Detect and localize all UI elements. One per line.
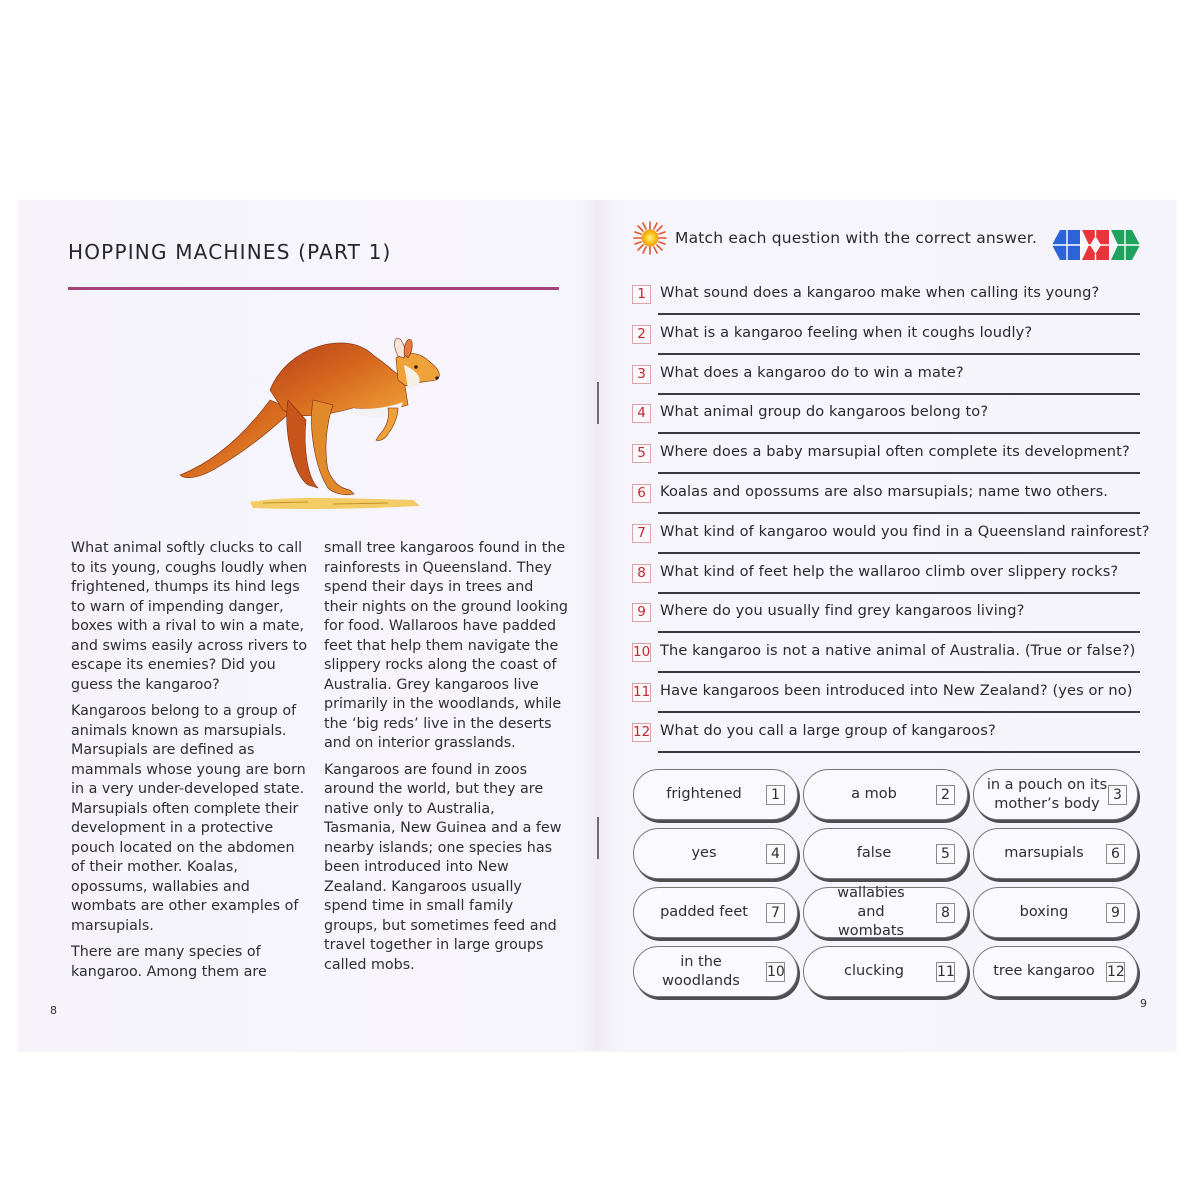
answer-text: padded feet [660, 904, 748, 920]
answer-line[interactable] [658, 432, 1140, 434]
answer-line[interactable] [658, 472, 1140, 474]
question-text: Koalas and opossums are also marsupials; name two others. [660, 482, 1109, 500]
answer-number: 12 [1107, 963, 1125, 980]
answer-line[interactable] [658, 751, 1140, 753]
answer-text: in a pouch on its mother’s body [986, 776, 1108, 812]
answer-option[interactable] [633, 887, 798, 938]
question-text: Where do you usually find grey kangaroos living? [660, 602, 1025, 620]
answer-number: 5 [936, 844, 955, 864]
question-number: 12 [633, 723, 651, 740]
question-row [632, 441, 1140, 481]
answer-option[interactable] [803, 887, 968, 938]
question-text: What kind of kangaroo would you find in a Queensland rainforest? [660, 522, 1150, 540]
question-text: What animal group do kangaroos belong to? [660, 403, 989, 421]
answer-number: 11 [937, 963, 955, 980]
answer-option[interactable] [633, 769, 798, 820]
instruction-bar [633, 218, 1037, 258]
answer-line[interactable] [658, 393, 1140, 395]
answer-line[interactable] [658, 552, 1140, 554]
question-text: What do you call a large group of kangaroos? [660, 721, 996, 739]
question-number: 3 [632, 365, 651, 384]
answer-number: 8 [936, 903, 955, 923]
question-text: What does a kangaroo do to win a mate? [660, 363, 964, 381]
question-row [632, 362, 1140, 402]
answer-line[interactable] [658, 592, 1140, 594]
answer-option[interactable] [803, 946, 968, 997]
gutter-mark [597, 817, 599, 859]
answer-number: 4 [766, 844, 785, 864]
question-number: 1 [632, 285, 651, 304]
question-number: 6 [632, 484, 651, 503]
article-column-2 [324, 539, 569, 982]
kangaroo-illustration [158, 310, 458, 525]
question-number: 4 [632, 404, 651, 423]
answer-number: 2 [936, 785, 955, 805]
answer-option[interactable] [633, 946, 798, 997]
question-text: What is a kangaroo feeling when it coughs loudly? [660, 323, 1033, 341]
gutter-mark [597, 382, 599, 424]
question-row [632, 521, 1150, 561]
answer-grid [633, 769, 1139, 997]
answer-number: 10 [767, 963, 785, 980]
answer-text: tree kangaroo [993, 963, 1095, 979]
answer-line[interactable] [658, 512, 1140, 514]
answer-option[interactable] [973, 769, 1138, 820]
page-number-left: 8 [50, 1004, 57, 1017]
answer-text: frightened [666, 786, 742, 802]
answer-number: 9 [1106, 903, 1125, 923]
answer-line[interactable] [658, 711, 1140, 713]
article-paragraph: Kangaroos are found in zoos around the world, but they are native only to Australia, Tasmania, New Guinea and a few nearby islands; one species has been introduced into New Zealand. Kangaroos usually spend time in small family groups, but sometimes feed and travel together in large groups called mobs. [324, 761, 562, 973]
article-paragraph: There are many species of kangaroo. Among them are [71, 944, 267, 980]
answer-text: a mob [851, 786, 897, 802]
question-list [632, 282, 1150, 760]
answer-text: wallabies and wombats [837, 885, 905, 939]
question-row [632, 322, 1140, 362]
answer-number: 3 [1108, 785, 1127, 805]
answer-number: 1 [766, 785, 785, 805]
article-column-1 [71, 539, 311, 989]
question-row [632, 401, 1140, 441]
question-row [632, 720, 1140, 760]
question-number: 11 [633, 683, 651, 700]
article-paragraph: What animal softly clucks to call to its young, coughs loudly when frightened, thumps its hind legs to warn of impending danger, boxes with a rival to win a mate, and swims easily across rivers to escape its enemies? Did you guess the kangaroo? [71, 540, 308, 693]
question-text: What sound does a kangaroo make when calling its young? [660, 284, 1100, 301]
question-number: 9 [632, 603, 651, 622]
answer-number: 6 [1106, 844, 1125, 864]
question-row [632, 640, 1140, 680]
book-spread [18, 200, 1176, 1050]
page-number-right: 9 [1140, 997, 1147, 1010]
question-text: The kangaroo is not a native animal of Australia. (True or false?) [660, 642, 1136, 660]
answer-text: marsupials [1004, 845, 1084, 861]
question-row [632, 481, 1140, 521]
answer-option[interactable] [973, 828, 1138, 879]
answer-text: clucking [844, 963, 904, 979]
answer-line[interactable] [658, 631, 1140, 633]
question-row [632, 680, 1140, 720]
title-divider [68, 287, 559, 290]
question-text: Where does a baby marsupial often complete its development? [660, 443, 1130, 461]
answer-option[interactable] [803, 769, 968, 820]
article-paragraph: Kangaroos belong to a group of animals known as marsupials. Marsupials are defined as mammals whose young are born in a very under-developed state. Marsupials often complete their development in a protective pouch located on the abdomen of their mother. Koalas, opossums, wallabies and wombats are other examples of marsupials. [71, 703, 306, 934]
answer-line[interactable] [658, 313, 1140, 315]
answer-text: boxing [1019, 904, 1069, 920]
answer-option[interactable] [973, 946, 1138, 997]
instruction-text: Match each question with the correct answer. [675, 229, 1038, 247]
question-row [632, 561, 1140, 601]
answer-line[interactable] [658, 353, 1140, 355]
question-number: 5 [632, 444, 651, 463]
question-number: 10 [633, 644, 651, 661]
page-title: HOPPING MACHINES (PART 1) [68, 240, 392, 265]
answer-option[interactable] [633, 828, 798, 879]
answer-option[interactable] [803, 828, 968, 879]
question-text: Have kangaroos been introduced into New Zealand? (yes or no) [660, 681, 1133, 699]
answer-text: yes [691, 845, 717, 861]
question-number: 7 [632, 524, 651, 543]
question-row [632, 600, 1140, 640]
answer-line[interactable] [658, 671, 1140, 673]
question-number: 8 [632, 564, 651, 583]
article-paragraph: small tree kangaroos found in the rainforests in Queensland. They spend their days in trees and their nights on the ground looking for food. Wallaroos have padded feet that help them navigate the slippery rocks along the coast of Australia. Grey kangaroos live primarily in the woodlands, while the ‘big reds’ live in the deserts and on interior grasslands. [324, 540, 568, 751]
question-number: 2 [632, 325, 651, 344]
sun-icon [633, 221, 667, 255]
answer-number: 7 [766, 903, 785, 923]
puzzle-logo-icon [1052, 230, 1140, 260]
question-row [632, 282, 1140, 322]
answer-option[interactable] [973, 887, 1138, 938]
question-text: What kind of feet help the wallaroo climb over slippery rocks? [660, 562, 1119, 580]
answer-text: false [856, 845, 892, 861]
answer-text: in the woodlands [662, 953, 740, 989]
